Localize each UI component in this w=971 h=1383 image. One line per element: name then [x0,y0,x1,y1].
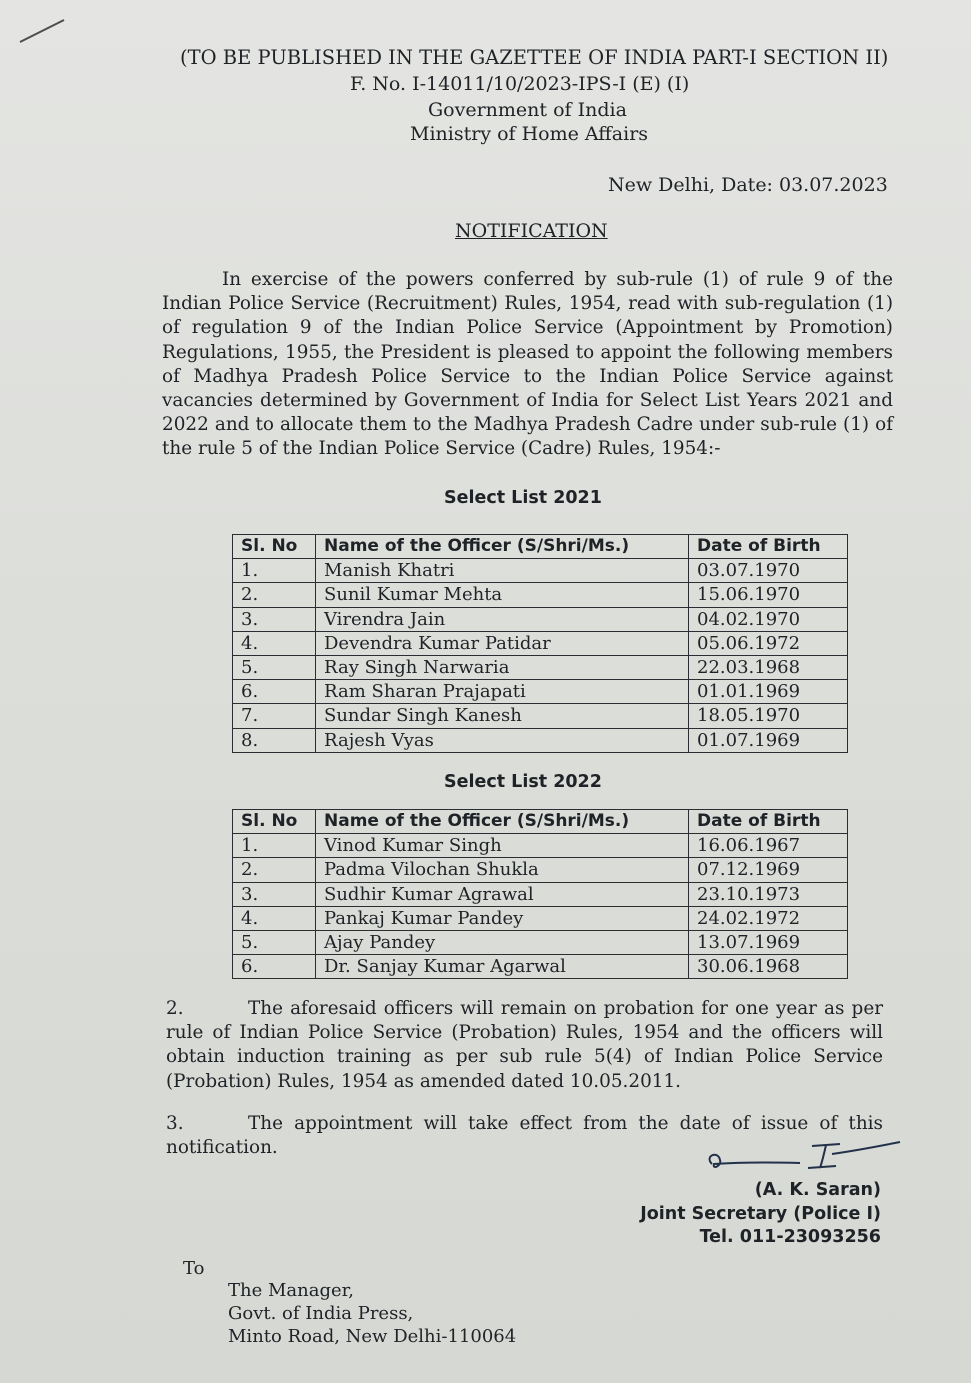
signatory-designation: Joint Secretary (Police I) [640,1204,881,1224]
cell-officer-name: Ajay Pandey [316,930,689,954]
handwritten-signature [700,1136,910,1176]
table-row [233,930,848,954]
paragraph-3-text: The appointment will take effect from the date of issue of this notification. [166,1113,883,1159]
file-number: F. No. I-14011/10/2023-IPS-I (E) (I) [350,73,690,95]
cell-sl-no: 3. [233,607,316,631]
select-list-2021-table [232,534,848,753]
col-sl-no: Sl. No [233,810,316,834]
cell-sl-no: 8. [233,728,316,752]
check-mark-icon [18,18,68,48]
cell-officer-name: Dr. Sanjay Kumar Agarwal [316,955,689,979]
ministry-line: Ministry of Home Affairs [410,123,649,145]
cell-sl-no: 3. [233,882,316,906]
paragraph-2-text: The aforesaid officers will remain on probation for one year as per rule of Indian Police Service (Probation) Rules, 1954 and the officers will obtain induction training as per sub rule 5(4) of Indian Police Service (Probation) Rules, 1954 as amended dated 10.05.2011. [166,998,883,1092]
cell-officer-name: Pankaj Kumar Pandey [316,906,689,930]
cell-date-of-birth: 05.06.1972 [689,631,848,655]
table-row [233,882,848,906]
cell-sl-no: 4. [233,906,316,930]
col-officer-name: Name of the Officer (S/Shri/Ms.) [316,810,689,834]
cell-sl-no: 5. [233,930,316,954]
table-row [233,607,848,631]
table-row [233,858,848,882]
cell-date-of-birth: 23.10.1973 [689,882,848,906]
recipient-line-2: Govt. of India Press, [228,1303,414,1324]
cell-officer-name: Padma Vilochan Shukla [316,858,689,882]
cell-sl-no: 2. [233,858,316,882]
cell-sl-no: 1. [233,834,316,858]
cell-sl-no: 1. [233,559,316,583]
paragraph-2-number: 2. [166,998,184,1019]
col-sl-no: Sl. No [233,535,316,559]
cell-date-of-birth: 03.07.1970 [689,559,848,583]
table-row [233,680,848,704]
cell-date-of-birth: 01.07.1969 [689,728,848,752]
cell-officer-name: Sundar Singh Kanesh [316,704,689,728]
table-row [233,583,848,607]
cell-sl-no: 2. [233,583,316,607]
table-row [233,655,848,679]
table-row [233,834,848,858]
government-line: Government of India [428,99,627,121]
cell-officer-name: Devendra Kumar Patidar [316,631,689,655]
col-date-of-birth: Date of Birth [689,810,848,834]
cell-officer-name: Sudhir Kumar Agrawal [316,882,689,906]
table-row [233,631,848,655]
recipient-line-3: Minto Road, New Delhi-110064 [228,1326,517,1347]
cell-officer-name: Vinod Kumar Singh [316,834,689,858]
cell-officer-name: Virendra Jain [316,607,689,631]
cell-date-of-birth: 30.06.1968 [689,955,848,979]
cell-officer-name: Rajesh Vyas [316,728,689,752]
col-date-of-birth: Date of Birth [689,535,848,559]
cell-sl-no: 6. [233,955,316,979]
cell-date-of-birth: 15.06.1970 [689,583,848,607]
table-row [233,559,848,583]
table-header-row [233,810,848,834]
paragraph-1: In exercise of the powers conferred by sub-rule (1) of rule 9 of the Indian Police Service (Recruitment) Rules, 1954, read with sub-regulation (1) of regulation 9 of the Indian Police Service (Appointment by Promotion) Regulations, 1955, the President is pleased to appoint the following members of Madhya Pradesh Police Service to the Indian Police Service against vacancies determined by Government of India for Select List Years 2021 and 2022 and to allocate them to the Madhya Pradesh Cadre under sub-rule (1) of the rule 5 of the Indian Police Service (Cadre) Rules, 1954:- [162,269,893,460]
cell-date-of-birth: 13.07.1969 [689,930,848,954]
cell-sl-no: 6. [233,680,316,704]
place-date: New Delhi, Date: 03.07.2023 [608,174,888,196]
cell-officer-name: Ray Singh Narwaria [316,655,689,679]
table-row [233,906,848,930]
cell-officer-name: Ram Sharan Prajapati [316,680,689,704]
cell-sl-no: 4. [233,631,316,655]
paragraph-3-number: 3. [166,1113,184,1134]
select-list-2022-table [232,809,848,979]
select-list-2022-caption: Select List 2022 [444,772,602,792]
cell-officer-name: Manish Khatri [316,559,689,583]
recipient-line-1: The Manager, [228,1280,354,1301]
paragraph-2 [166,997,883,1094]
signatory-name: (A. K. Saran) [754,1180,881,1200]
cell-date-of-birth: 24.02.1972 [689,906,848,930]
cell-date-of-birth: 01.01.1969 [689,680,848,704]
cell-officer-name: Sunil Kumar Mehta [316,583,689,607]
gazette-publication-line: (TO BE PUBLISHED IN THE GAZETTEE OF INDIA PART-I SECTION II) [180,46,889,69]
cell-sl-no: 5. [233,655,316,679]
signatory-telephone: Tel. 011-23093256 [699,1227,881,1247]
cell-sl-no: 7. [233,704,316,728]
cell-date-of-birth: 18.05.1970 [689,704,848,728]
cell-date-of-birth: 04.02.1970 [689,607,848,631]
notification-title: NOTIFICATION [455,220,608,242]
cell-date-of-birth: 16.06.1967 [689,834,848,858]
col-officer-name: Name of the Officer (S/Shri/Ms.) [316,535,689,559]
select-list-2021-caption: Select List 2021 [444,488,602,508]
table-row [233,728,848,752]
table-row [233,955,848,979]
table-row [233,704,848,728]
table-header-row [233,535,848,559]
cell-date-of-birth: 22.03.1968 [689,655,848,679]
cell-date-of-birth: 07.12.1969 [689,858,848,882]
to-label: To [183,1258,205,1279]
